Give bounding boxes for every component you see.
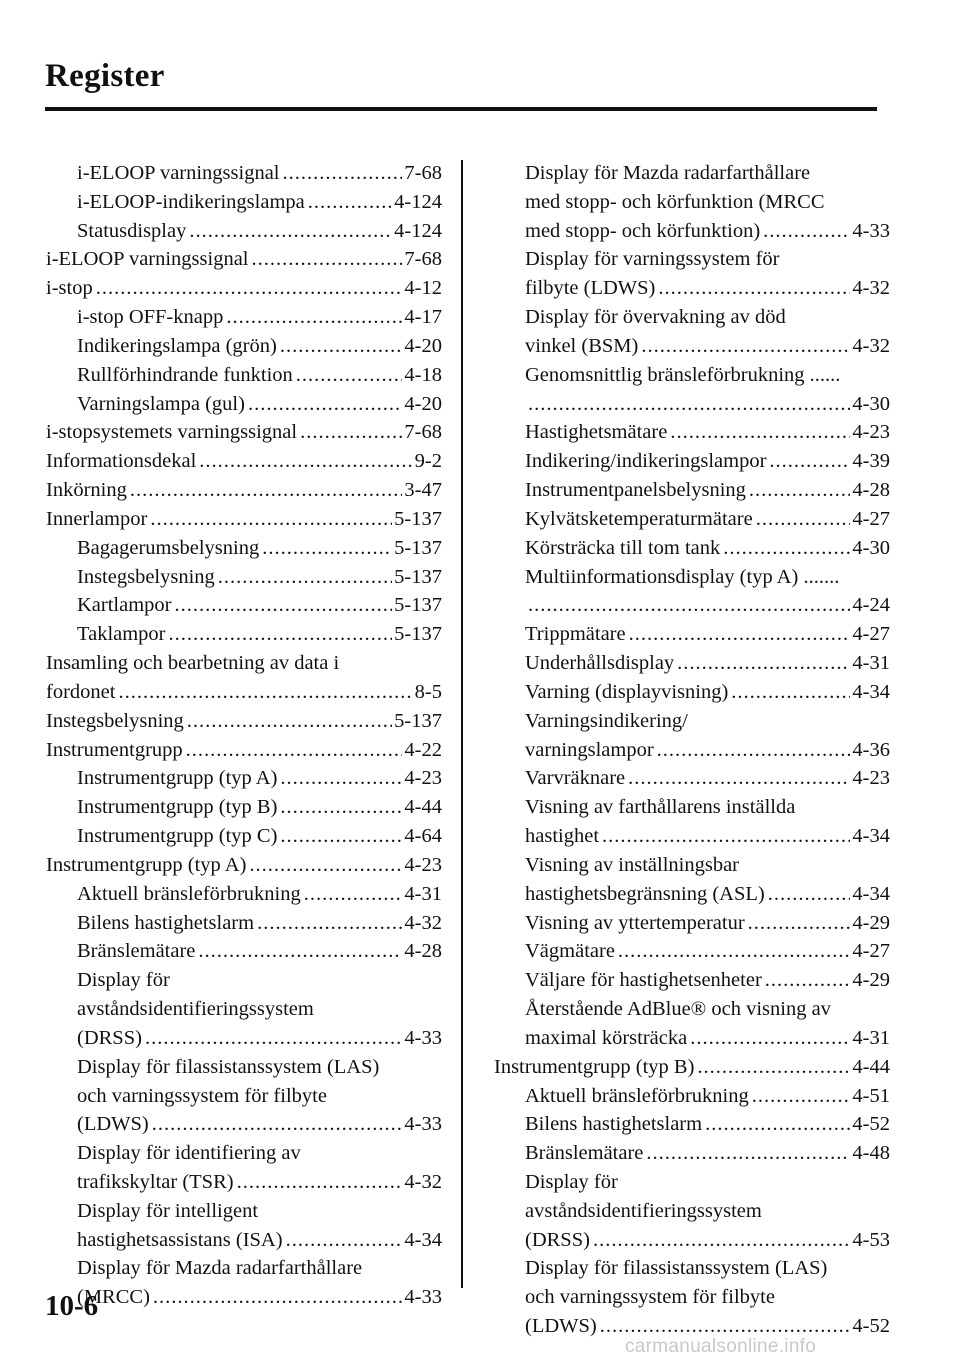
index-entry-label: fordonet: [46, 680, 116, 703]
header-rule: [45, 107, 877, 111]
index-entry: [525, 1226, 890, 1255]
index-entry: [525, 1082, 890, 1111]
index-entry-label: trafikskyltar (TSR): [77, 1170, 234, 1193]
index-entry: [525, 620, 890, 649]
index-entry: [525, 217, 890, 246]
index-entry: [77, 591, 442, 620]
page-number: 10-6: [45, 1290, 99, 1322]
index-entry: [77, 1283, 442, 1312]
index-entry-page: 9-2: [414, 450, 442, 473]
index-entry-page: 4-23: [404, 767, 442, 790]
index-entry: [77, 909, 442, 938]
dot-leader: [528, 390, 850, 419]
index-entry-label: filbyte (LDWS): [525, 277, 656, 300]
index-entry-page: 4-32: [852, 334, 890, 357]
dot-leader: [528, 591, 850, 620]
dot-leader: [280, 332, 403, 361]
index-entry-page: 4-32: [852, 277, 890, 300]
index-entry-page: 4-33: [404, 1113, 442, 1136]
index-entry-page: 5-137: [394, 507, 442, 530]
index-entry-text: och varningssystem för filbyte: [77, 1084, 327, 1107]
dot-leader: [618, 937, 851, 966]
index-entry-page: 4-124: [394, 219, 442, 242]
dot-leader: [152, 1110, 403, 1139]
dot-leader: [118, 678, 412, 707]
dot-leader: [629, 620, 851, 649]
dot-leader: [602, 822, 850, 851]
index-entry-page: 7-68: [404, 162, 442, 184]
dot-leader: [96, 274, 403, 303]
index-entry-page: 4-34: [852, 680, 890, 703]
index-entry: [46, 447, 442, 476]
index-entry-label: Inkörning: [46, 479, 127, 502]
index-entry-label: i-stop: [46, 277, 93, 300]
index-entry-text: Display för Mazda radarfarthållare: [525, 162, 811, 184]
index-entry: [525, 937, 890, 966]
index-entry-label: Indikeringslampa (grön): [77, 334, 277, 357]
index-entry-page: 4-17: [404, 306, 442, 329]
index-entry: [525, 909, 890, 938]
index-entry: [525, 274, 890, 303]
index-entry-text: Display för intelligent: [77, 1199, 259, 1222]
index-entry: [46, 678, 442, 707]
index-entry-label: varningslampor: [525, 738, 654, 761]
index-entry-label: Instrumentpanelsbelysning: [525, 479, 746, 502]
index-entry-page: 4-32: [404, 1170, 442, 1193]
dot-leader: [218, 563, 392, 592]
index-entry-label: i-ELOOP varningssignal: [77, 162, 280, 184]
index-entry-page: 7-68: [404, 248, 442, 271]
index-entry-page: 4-23: [852, 767, 890, 790]
index-entry: [525, 476, 890, 505]
dot-leader: [765, 966, 851, 995]
index-entry: [525, 390, 890, 419]
index-entry: [77, 937, 442, 966]
dot-leader: [283, 159, 403, 188]
index-entry: [525, 447, 890, 476]
index-entry-page: 5-137: [394, 623, 442, 646]
dot-leader: [670, 418, 850, 447]
index-entry-label: hastighet: [525, 825, 600, 848]
dot-leader: [658, 274, 850, 303]
index-entry-page: 4-18: [404, 363, 442, 386]
index-entry-label: Indikering/indikeringslampor: [525, 450, 767, 473]
index-entry-page: 5-137: [394, 709, 442, 732]
index-entry: [525, 678, 890, 707]
dot-leader: [252, 245, 403, 274]
index-entry-page: 4-33: [852, 219, 890, 242]
index-entry-label: Vägmätare: [525, 940, 615, 963]
dot-leader: [189, 217, 392, 246]
index-entry-page: 4-36: [852, 738, 890, 761]
index-entry: [77, 822, 442, 851]
index-entry-page: 4-28: [404, 940, 442, 963]
index-entry: [77, 1024, 442, 1053]
dot-leader: [697, 1053, 850, 1082]
dot-leader: [226, 303, 402, 332]
index-entry: [77, 880, 442, 909]
index-entry-label: Trippmätare: [525, 623, 626, 646]
index-entry-label: (LDWS): [77, 1113, 149, 1136]
index-entry-text: med stopp- och körfunktion (MRCC: [525, 190, 825, 213]
index-entry: [77, 793, 442, 822]
index-entry-label: Instrumentgrupp (typ A): [46, 853, 247, 876]
index-entry-page: 4-53: [852, 1228, 890, 1251]
dot-leader: [731, 678, 850, 707]
index-entry-page: 4-20: [404, 392, 442, 415]
index-entry: [525, 418, 890, 447]
index-entry-label: vinkel (BSM): [525, 334, 639, 357]
dot-leader: [749, 476, 851, 505]
index-entry: [525, 649, 890, 678]
index-entry-text: Display för filassistanssystem (LAS): [525, 1257, 828, 1280]
index-entry-label: Statusdisplay: [77, 219, 187, 242]
index-entry-label: Varning (displayvisning): [525, 680, 729, 703]
dot-leader: [769, 447, 850, 476]
index-entry-page: 3-47: [404, 479, 442, 502]
index-entry-label: Körsträcka till tom tank: [525, 536, 721, 559]
index-entry-page: 4-52: [852, 1113, 890, 1136]
dot-leader: [763, 217, 850, 246]
index-entry: [525, 880, 890, 909]
index-entry-label: Bilens hastighetslarm: [525, 1113, 703, 1136]
dot-leader: [186, 736, 403, 765]
dot-leader: [705, 1110, 850, 1139]
column-divider: [461, 160, 463, 1288]
dot-leader: [628, 764, 850, 793]
index-entry: [525, 822, 890, 851]
index-entry-page: 4-33: [404, 1286, 442, 1309]
index-entry-label: Kartlampor: [77, 594, 172, 617]
index-entry-page: 4-124: [394, 190, 442, 213]
dot-leader: [237, 1168, 403, 1197]
index-entry-page: 5-137: [394, 594, 442, 617]
index-entry-page: 4-22: [404, 738, 442, 761]
dot-leader: [308, 188, 392, 217]
index-entry-page: 4-34: [852, 882, 890, 905]
index-entry-page: 4-12: [404, 277, 442, 300]
dot-leader: [286, 1226, 403, 1255]
index-entry-page: 4-31: [852, 652, 890, 675]
index-entry-label: (LDWS): [525, 1315, 597, 1338]
index-entry-page: 4-39: [852, 450, 890, 473]
index-entry: [525, 1110, 890, 1139]
dot-leader: [249, 851, 402, 880]
index-entry: [525, 534, 890, 563]
index-entry: [77, 764, 442, 793]
index-entry-label: Varningslampa (gul): [77, 392, 245, 415]
page-title: Register: [45, 58, 165, 94]
dot-leader: [690, 1024, 850, 1053]
index-entry-page: 4-27: [852, 940, 890, 963]
index-entry-label: Visning av yttertemperatur: [525, 911, 745, 934]
dot-leader: [300, 418, 402, 447]
index-entry-text: Display för filassistanssystem (LAS): [77, 1055, 380, 1078]
index-entry-label: (DRSS): [525, 1228, 590, 1251]
index-entry-page: 7-68: [404, 421, 442, 444]
dot-leader: [153, 1283, 403, 1312]
index-entry-label: Innerlampor: [46, 507, 148, 530]
index-entry-text: Genomsnittlig bränsleförbrukning ......: [525, 363, 841, 386]
index-entry-text: avståndsidentifieringssystem: [77, 998, 314, 1021]
index-entry-label: med stopp- och körfunktion): [525, 219, 761, 242]
index-entry: [46, 418, 442, 447]
index-entry-label: Instrumentgrupp: [46, 738, 183, 761]
index-entry-page: 4-31: [852, 1026, 890, 1049]
index-entry-label: hastighetsbegränsning (ASL): [525, 882, 765, 905]
index-entry-label: Taklampor: [77, 623, 166, 646]
index-entry: [525, 1139, 890, 1168]
index-entry: [525, 505, 890, 534]
dot-leader: [187, 707, 392, 736]
index-entry-page: 4-27: [852, 623, 890, 646]
dot-leader: [262, 534, 392, 563]
dot-leader: [257, 909, 402, 938]
index-entry-label: Kylvätsketemperaturmätare: [525, 507, 753, 530]
dot-leader: [768, 880, 851, 909]
index-entry-page: 4-29: [852, 969, 890, 992]
index-entry-label: i-ELOOP varningssignal: [46, 248, 249, 271]
index-entry-text: Display för övervakning av död: [525, 306, 786, 329]
dot-leader: [646, 1139, 850, 1168]
dot-leader: [677, 649, 850, 678]
index-entry-page: 4-27: [852, 507, 890, 530]
index-entry-page: 8-5: [414, 680, 442, 703]
index-entry-label: Bagagerumsbelysning: [77, 536, 260, 559]
index-entry: [77, 159, 442, 188]
index-entry: [46, 245, 442, 274]
dot-leader: [145, 1024, 402, 1053]
index-entry: [525, 1024, 890, 1053]
index-entry-page: 4-52: [852, 1315, 890, 1338]
index-entry-text: Display för: [525, 1170, 618, 1193]
index-entry-page: 4-34: [852, 825, 890, 848]
dot-leader: [199, 447, 412, 476]
index-column-left: [46, 159, 442, 1312]
dot-leader: [130, 476, 403, 505]
index-entry-page: 4-20: [404, 334, 442, 357]
index-entry: [77, 332, 442, 361]
index-entry: [46, 707, 442, 736]
index-entry-text: Insamling och bearbetning av data i: [46, 652, 340, 675]
index-entry-label: Bilens hastighetslarm: [77, 911, 255, 934]
dot-leader: [657, 736, 851, 765]
index-entry-label: Instegsbelysning: [46, 709, 184, 732]
dot-leader: [748, 909, 851, 938]
index-entry-label: Instrumentgrupp (typ B): [77, 796, 278, 819]
index-entry-page: 4-33: [404, 1026, 442, 1049]
index-entry-page: 4-51: [852, 1084, 890, 1107]
index-entry: [46, 736, 442, 765]
index-entry-label: (DRSS): [77, 1026, 142, 1049]
index-entry-page: 4-44: [404, 796, 442, 819]
index-entry-label: Instrumentgrupp (typ C): [77, 825, 278, 848]
index-column-right: [494, 159, 890, 1341]
index-entry: [77, 390, 442, 419]
index-entry-text: Visning av farthållarens inställda: [525, 796, 796, 819]
dot-leader: [150, 505, 392, 534]
index-entry-label: Väljare för hastighetsenheter: [525, 969, 762, 992]
dot-leader: [304, 880, 403, 909]
index-entry-label: (MRCC): [77, 1286, 150, 1309]
index-entry: [77, 361, 442, 390]
index-entry-page: 4-24: [852, 594, 890, 617]
index-entry-text: Återstående AdBlue® och visning av: [525, 998, 831, 1021]
index-entry-text: Display för identifiering av: [77, 1142, 301, 1165]
index-entry-label: i-stop OFF-knapp: [77, 306, 224, 329]
index-entry-page: 4-30: [852, 392, 890, 415]
index-entry: [525, 332, 890, 361]
index-entry-label: Instrumentgrupp (typ A): [77, 767, 278, 790]
index-entry-page: 4-28: [852, 479, 890, 502]
index-entry-page: 4-34: [404, 1228, 442, 1251]
index-entry-label: Underhållsdisplay: [525, 652, 675, 675]
index-entry-text: Varningsindikering/: [525, 709, 688, 732]
dot-leader: [641, 332, 850, 361]
index-entry: [77, 303, 442, 332]
index-entry-label: i-ELOOP-indikeringslampa: [77, 190, 305, 213]
dot-leader: [723, 534, 850, 563]
index-entry-text: och varningssystem för filbyte: [525, 1286, 775, 1309]
index-entry: [77, 188, 442, 217]
dot-leader: [752, 1082, 851, 1111]
index-entry-label: Aktuell bränsleförbrukning: [77, 882, 301, 905]
dot-leader: [280, 822, 402, 851]
index-entry-page: 4-32: [404, 911, 442, 934]
index-entry: [77, 1110, 442, 1139]
dot-leader: [169, 620, 393, 649]
index-entry-page: 4-30: [852, 536, 890, 559]
index-entry: [46, 476, 442, 505]
index-entry-label: Hastighetsmätare: [525, 421, 668, 444]
dot-leader: [756, 505, 851, 534]
index-entry-label: Aktuell bränsleförbrukning: [525, 1084, 749, 1107]
index-entry: [77, 563, 442, 592]
index-entry-label: Instegsbelysning: [77, 565, 215, 588]
index-entry-page: 4-23: [404, 853, 442, 876]
index-entry: [77, 1226, 442, 1255]
index-entry-label: Bränslemätare: [77, 940, 196, 963]
index-entry-label: Instrumentgrupp (typ B): [494, 1055, 695, 1078]
index-entry-page: 4-31: [404, 882, 442, 905]
dot-leader: [280, 764, 402, 793]
index-entry-page: 4-29: [852, 911, 890, 934]
index-entry-label: Varvräknare: [525, 767, 626, 790]
dot-leader: [248, 390, 402, 419]
index-entry-text: Multiinformationsdisplay (typ A) .......: [525, 565, 840, 588]
index-entry: [77, 534, 442, 563]
index-entry-label: maximal körsträcka: [525, 1026, 688, 1049]
index-entry-page: 5-137: [394, 536, 442, 559]
index-entry-page: 5-137: [394, 565, 442, 588]
index-entry-label: Bränslemätare: [525, 1142, 644, 1165]
index-entry: [77, 217, 442, 246]
index-entry: [525, 764, 890, 793]
dot-leader: [296, 361, 403, 390]
index-entry-text: Display för: [77, 969, 170, 992]
index-entry: [525, 736, 890, 765]
index-entry: [46, 274, 442, 303]
index-entry-text: Visning av inställningsbar: [525, 853, 739, 876]
watermark: carmanualsonline.info: [625, 1336, 817, 1357]
index-entry-label: i-stopsystemets varningssignal: [46, 421, 298, 444]
index-entry-label: hastighetsassistans (ISA): [77, 1228, 283, 1251]
index-entry-label: Informationsdekal: [46, 450, 197, 473]
index-entry-page: 4-64: [404, 825, 442, 848]
index-entry: [77, 620, 442, 649]
index-entry-text: Display för varningssystem för: [525, 248, 780, 271]
index-entry-label: Rullförhindrande funktion: [77, 363, 293, 386]
index-entry-text: Display för Mazda radarfarthållare: [77, 1257, 363, 1280]
index-entry: [46, 505, 442, 534]
index-entry: [77, 1168, 442, 1197]
index-entry: [494, 1053, 890, 1082]
index-entry-page: 4-48: [852, 1142, 890, 1165]
index-entry: [46, 851, 442, 880]
index-entry-page: 4-44: [852, 1055, 890, 1078]
dot-leader: [198, 937, 402, 966]
dot-leader: [280, 793, 402, 822]
index-entry-text: avståndsidentifieringssystem: [525, 1199, 762, 1222]
index-entry: [525, 591, 890, 620]
dot-leader: [175, 591, 393, 620]
index-entry-page: 4-23: [852, 421, 890, 444]
index-entry: [525, 966, 890, 995]
dot-leader: [593, 1226, 850, 1255]
